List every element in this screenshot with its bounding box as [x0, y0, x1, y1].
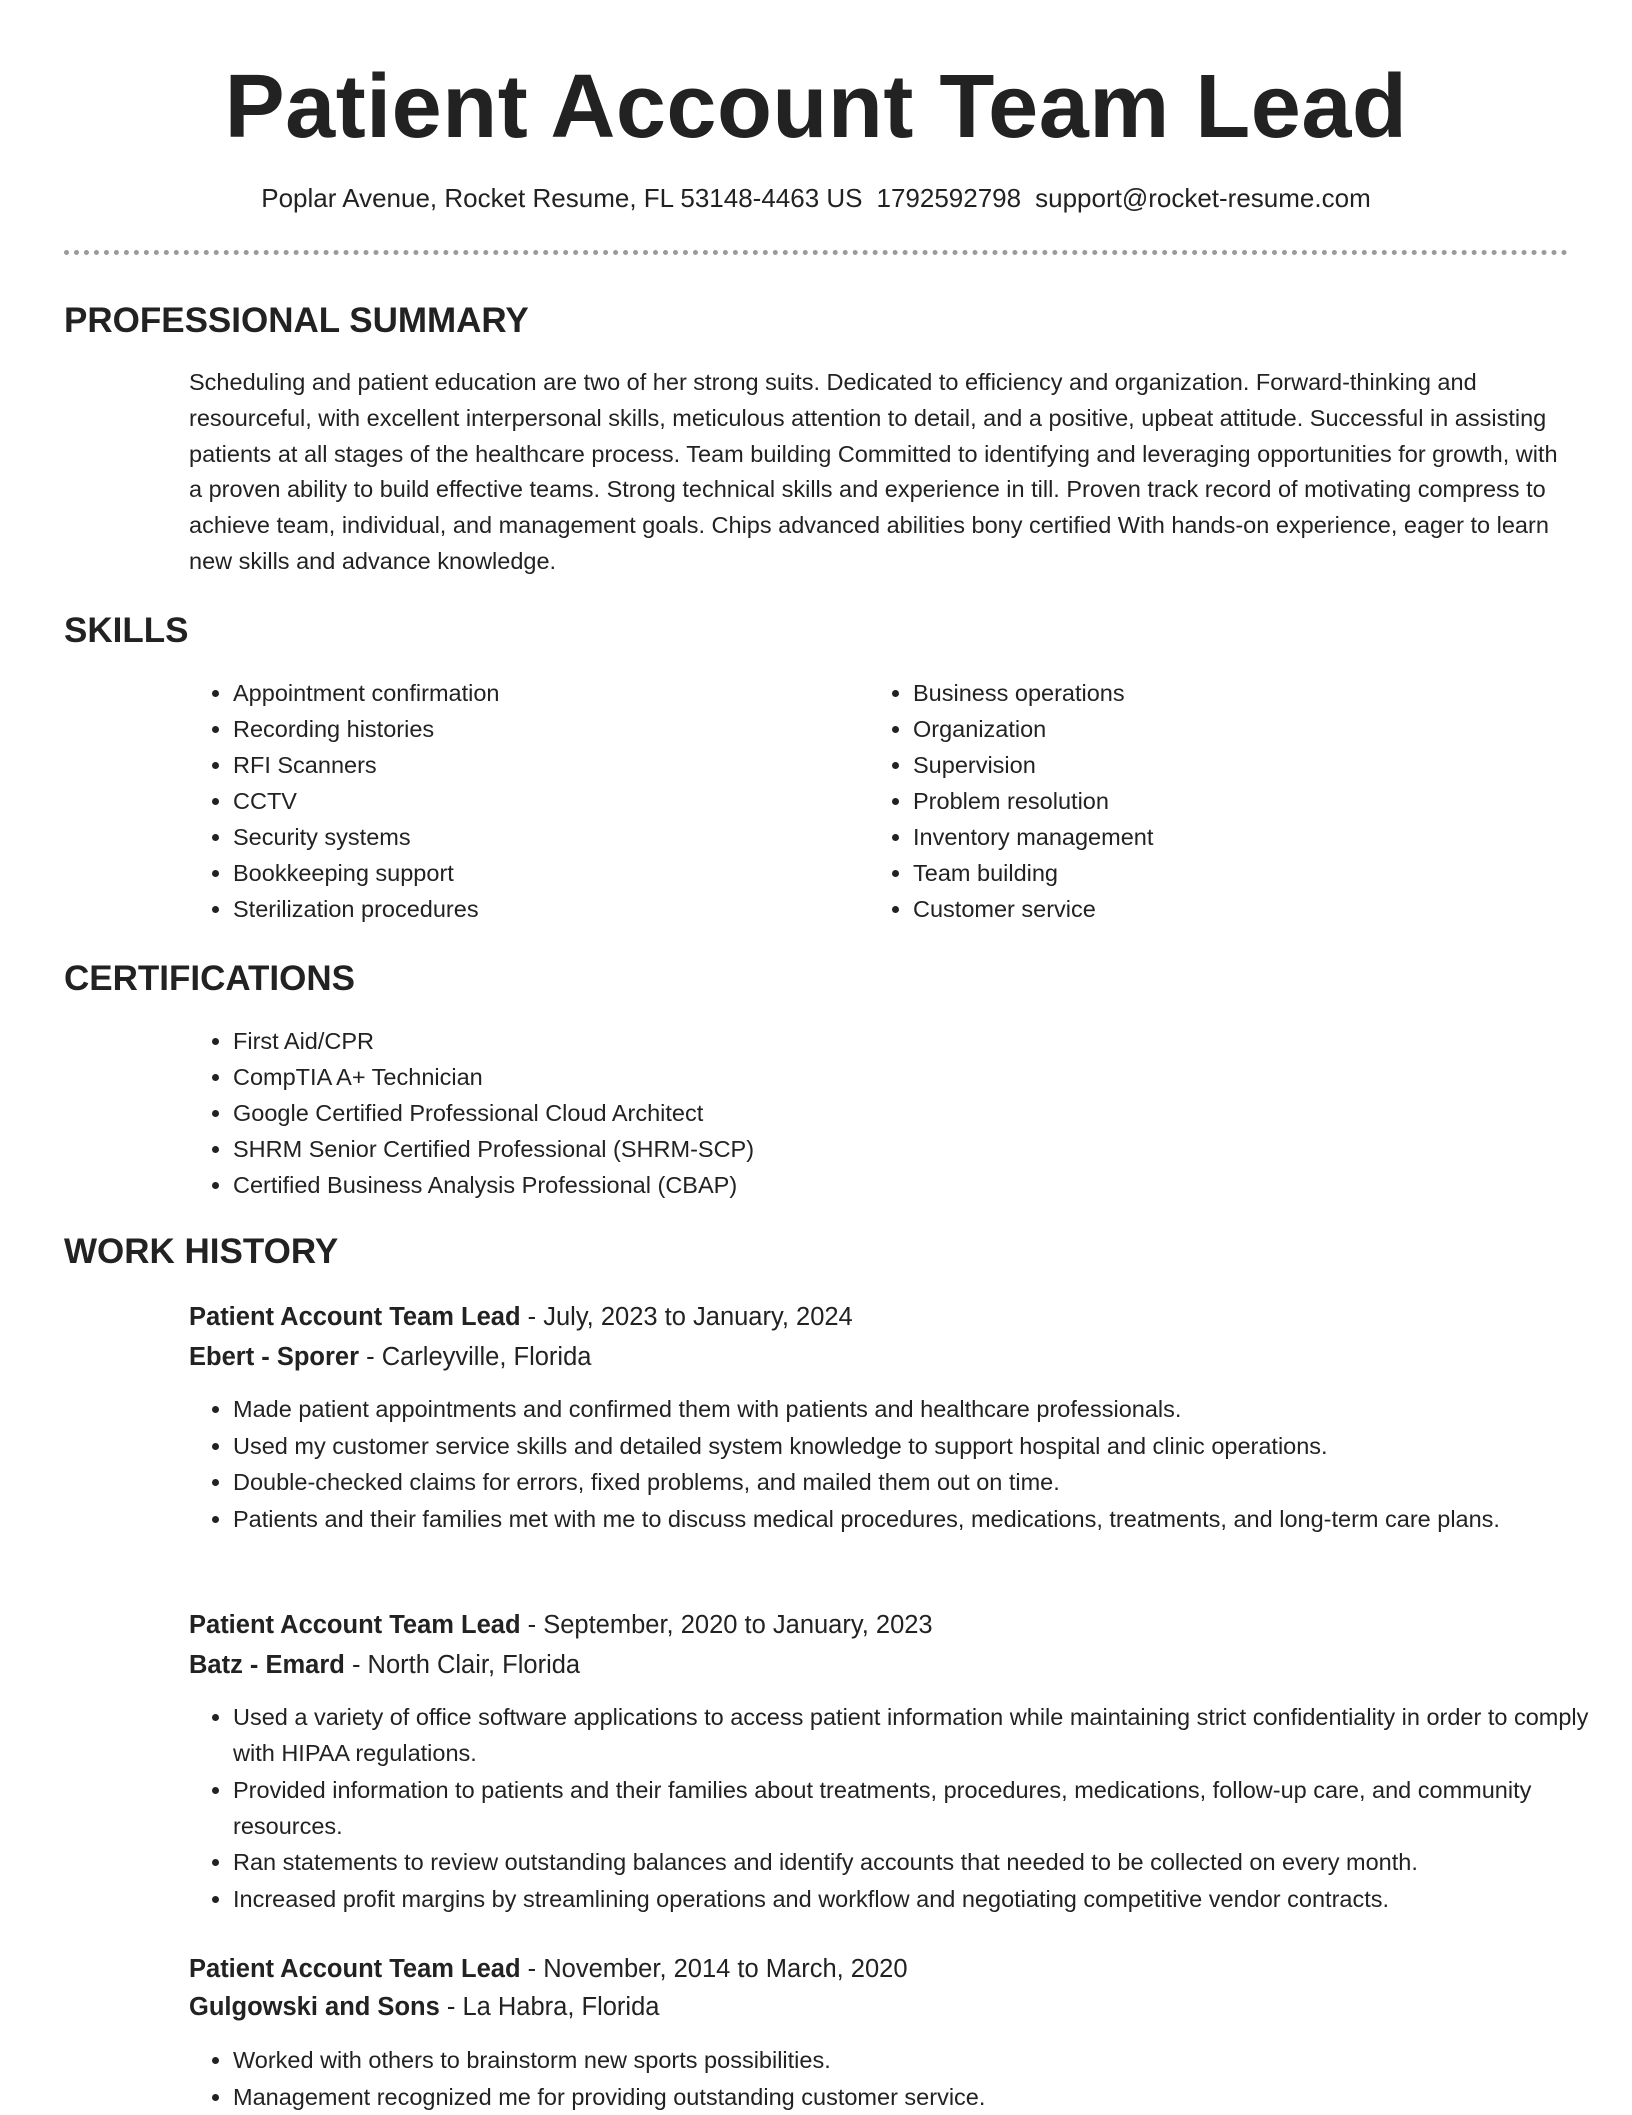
skill-item: • Organization: [913, 711, 1533, 747]
work-history-heading: WORK HISTORY: [64, 1232, 339, 1271]
job-bullet: • Worked with others to brainstorm new sports possibilities.: [233, 2042, 1593, 2078]
skill-item: • Inventory management: [913, 819, 1533, 855]
job-bullet: • Provided information to patients and their families about treatments, procedures, medications, follow-up care, and community resources.: [233, 1772, 1593, 1844]
contact-line: [0, 180, 1632, 216]
job-company: Ebert - Sporer: [189, 1343, 360, 1371]
job-title-line: [189, 1607, 933, 1643]
skill-item: • Security systems: [233, 819, 853, 855]
job-bullet: • Made patient appointments and confirmed them with patients and healthcare professionals.: [233, 1391, 1593, 1427]
job-bullet: • Increased profit margins by streamlining operations and workflow and negotiating competitive vendor contracts.: [233, 1881, 1593, 1917]
job-bullet: • Used a variety of office software applications to access patient information while maintaining strict confidentiality in order to comply with HIPAA regulations.: [233, 1699, 1593, 1771]
skills-heading: SKILLS: [64, 611, 189, 650]
skill-item: • Customer service: [913, 891, 1533, 927]
skill-item: • Business operations: [913, 675, 1533, 711]
job-location: - Carleyville, Florida: [359, 1343, 592, 1371]
summary-heading: PROFESSIONAL SUMMARY: [64, 301, 529, 340]
job-company-line: [189, 1647, 580, 1683]
certification-item: • First Aid/CPR: [233, 1023, 1533, 1059]
job-company: Gulgowski and Sons: [189, 1993, 440, 2021]
skill-item: • Supervision: [913, 747, 1533, 783]
job-bullet: • Double-checked claims for errors, fixed problems, and mailed them out on time.: [233, 1464, 1593, 1500]
skill-item: • Bookkeeping support: [233, 855, 853, 891]
job-bullets: [189, 1391, 1593, 1537]
contact-phone: 1792592798: [876, 183, 1022, 213]
certifications-list: [189, 1023, 1533, 1203]
certification-item: • Certified Business Analysis Professional (CBAP): [233, 1167, 1533, 1203]
job-role: Patient Account Team Lead: [189, 1611, 521, 1639]
skill-item: • Sterilization procedures: [233, 891, 853, 927]
job-bullet: • Used my customer service skills and detailed system knowledge to support hospital and clinic operations.: [233, 1428, 1593, 1464]
certification-item: • Google Certified Professional Cloud Architect: [233, 1095, 1533, 1131]
skill-item: • Appointment confirmation: [233, 675, 853, 711]
skill-item: • Team building: [913, 855, 1533, 891]
summary-text: Scheduling and patient education are two of her strong suits. Dedicated to efficiency and organization. Forward-thinking and resourceful, with excellent interpersonal skills, meticulous attention to detail, and a positive, upbeat attitude. Successful in assisting patients at all stages of the healthcare process. Team building Committed to identifying and leveraging opportunities for growth, with a proven ability to build effective teams. Strong technical skills and experience in till. Proven track record of motivating compress to achieve team, individual, and management goals. Chips advanced abilities bony certified With hands-on experience, eager to learn new skills and advance knowledge.: [189, 369, 1558, 574]
job-role: Patient Account Team Lead: [189, 1955, 521, 1983]
skill-item: • CCTV: [233, 783, 853, 819]
candidate-name: Patient Account Team Lead: [224, 57, 1408, 157]
job-bullets: [189, 1699, 1593, 1917]
header-divider: [64, 250, 1568, 255]
job-title-line: [189, 1299, 853, 1335]
job-bullet: • Management recognized me for providing outstanding customer service.: [233, 2079, 1593, 2115]
skill-item: • Problem resolution: [913, 783, 1533, 819]
job-bullets: [189, 2042, 1593, 2115]
job-role: Patient Account Team Lead: [189, 1303, 521, 1331]
skill-item: • Recording histories: [233, 711, 853, 747]
certification-item: • SHRM Senior Certified Professional (SHRM-SCP): [233, 1131, 1533, 1167]
job-title-line: [189, 1951, 908, 1987]
job-company: Batz - Emard: [189, 1651, 345, 1679]
job-dates: - November, 2014 to March, 2020: [520, 1955, 908, 1983]
job-bullet: • Patients and their families met with me to discuss medical procedures, medications, treatments, and long-term care plans.: [233, 1501, 1593, 1537]
certification-item: • CompTIA A+ Technician: [233, 1059, 1533, 1095]
job-company-line: [189, 1989, 659, 2025]
certifications-heading: CERTIFICATIONS: [64, 959, 356, 998]
skills-list-left: [189, 675, 853, 927]
contact-address: Poplar Avenue, Rocket Resume, FL 53148-4463 US: [261, 183, 863, 213]
job-dates: - July, 2023 to January, 2024: [520, 1303, 853, 1331]
job-dates: - September, 2020 to January, 2023: [520, 1611, 933, 1639]
job-bullet: • Ran statements to review outstanding balances and identify accounts that needed to be collected on every month.: [233, 1844, 1593, 1880]
contact-email: support@rocket-resume.com: [1035, 183, 1371, 213]
skill-item: • RFI Scanners: [233, 747, 853, 783]
job-location: - La Habra, Florida: [439, 1993, 660, 2021]
skills-list-right: [869, 675, 1533, 927]
job-company-line: [189, 1339, 591, 1375]
job-location: - North Clair, Florida: [344, 1651, 581, 1679]
